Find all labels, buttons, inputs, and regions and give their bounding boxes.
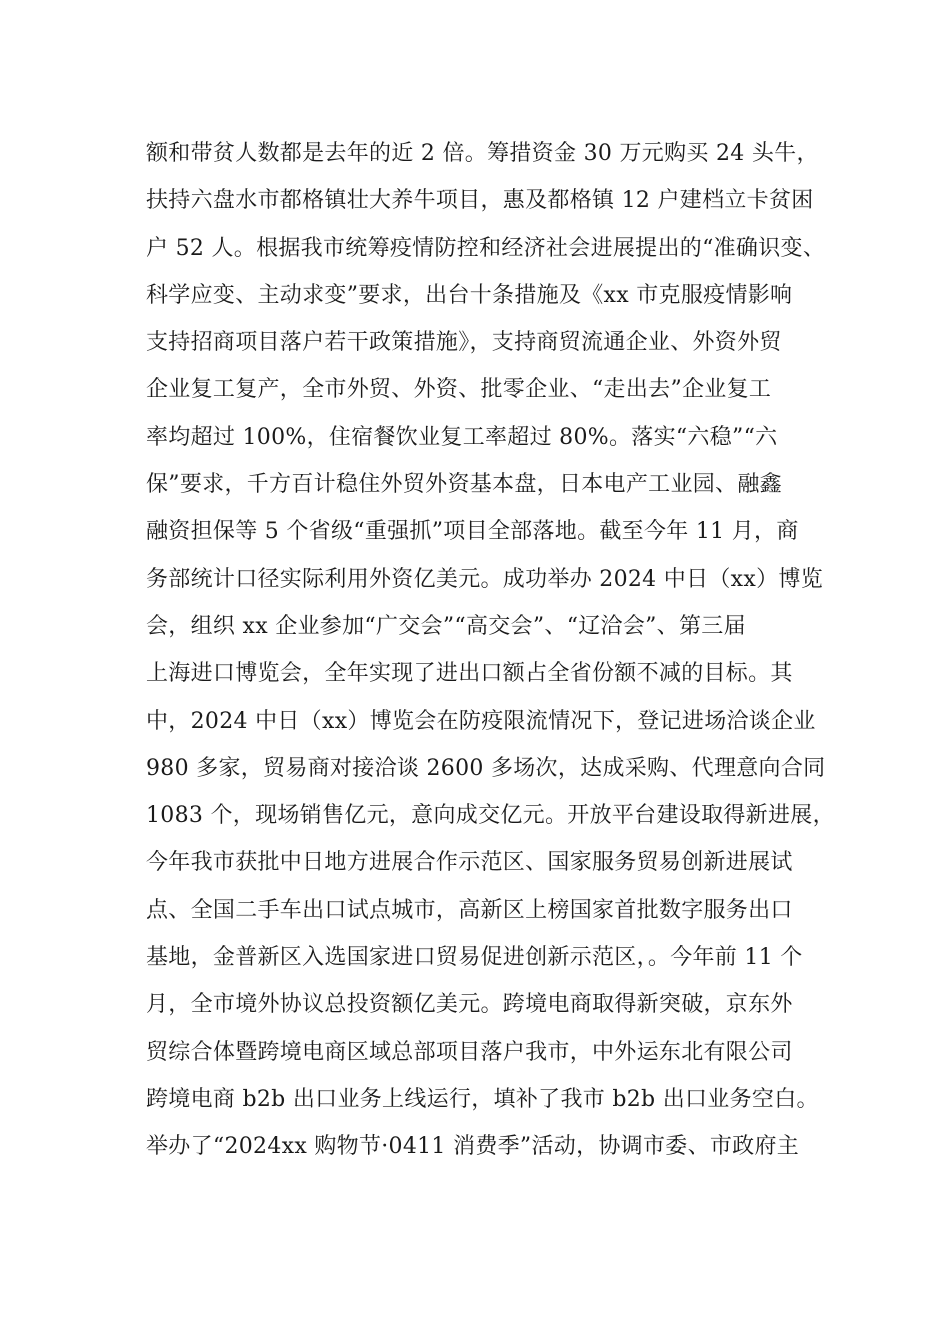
text-line: 今年我市获批中日地方进展合作示范区、国家服务贸易创新进展试 (146, 850, 793, 876)
text-line: 支持招商项目落户若干政策措施》，支持商贸流通企业、外资外贸 (146, 330, 782, 356)
text-line: 务部统计口径实际利用外资亿美元。成功举办 2024 中日（xx）博览 (146, 566, 823, 592)
text-line: 980 多家，贸易商对接洽谈 2600 多场次，达成采购、代理意向合同 (146, 755, 826, 781)
text-line: 保”要求，千方百计稳住外贸外资基本盘，日本电产工业园、融鑫 (146, 472, 782, 498)
text-line: 科学应变、主动求变”要求，出台十条措施及《xx 市克服疫情影响 (146, 282, 793, 308)
text-line: 月，全市境外协议总投资额亿美元。跨境电商取得新突破，京东外 (146, 992, 793, 1018)
text-line: 1083 个，现场销售亿元，意向成交亿元。开放平台建设取得新进展， (146, 803, 835, 829)
text-line: 率均超过 100%，住宿餐饮业复工率超过 80%。落实“六稳”“六 (146, 424, 778, 450)
text-line: 举办了“2024xx 购物节·0411 消费季”活动，协调市委、市政府主 (146, 1134, 800, 1160)
text-line: 跨境电商 b2b 出口业务上线运行，填补了我市 b2b 出口业务空白。 (146, 1086, 819, 1112)
text-line: 上海进口博览会，全年实现了进出口额占全省份额不减的目标。其 (146, 661, 793, 687)
text-line: 户 52 人。根据我市统筹疫情防控和经济社会进展提出的“准确识变、 (146, 235, 826, 261)
body-text (146, 130, 836, 1171)
text-line: 企业复工复产，全市外贸、外资、批零企业、“走出去”企业复工 (146, 377, 772, 403)
text-line: 贸综合体暨跨境电商区域总部项目落户我市，中外运东北有限公司 (146, 1039, 793, 1065)
text-line: 融资担保等 5 个省级“重强抓”项目全部落地。截至今年 11 月，商 (146, 519, 799, 545)
text-line: 额和带贫人数都是去年的近 2 倍。筹措资金 30 万元购买 24 头牛， (146, 141, 819, 166)
text-line: 扶持六盘水市都格镇壮大养牛项目，惠及都格镇 12 户建档立卡贫困 (146, 188, 814, 214)
text-line: 基地，金普新区入选国家进口贸易促进创新示范区，。今年前 11 个 (146, 945, 803, 971)
text-line: 点、全国二手车出口试点城市，高新区上榜国家首批数字服务出口 (146, 897, 793, 923)
text-line: 会，组织 xx 企业参加“广交会”“高交会”、“辽洽会”、第三届 (146, 613, 746, 639)
text-line: 中，2024 中日（xx）博览会在防疫限流情况下，登记进场洽谈企业 (146, 708, 816, 734)
